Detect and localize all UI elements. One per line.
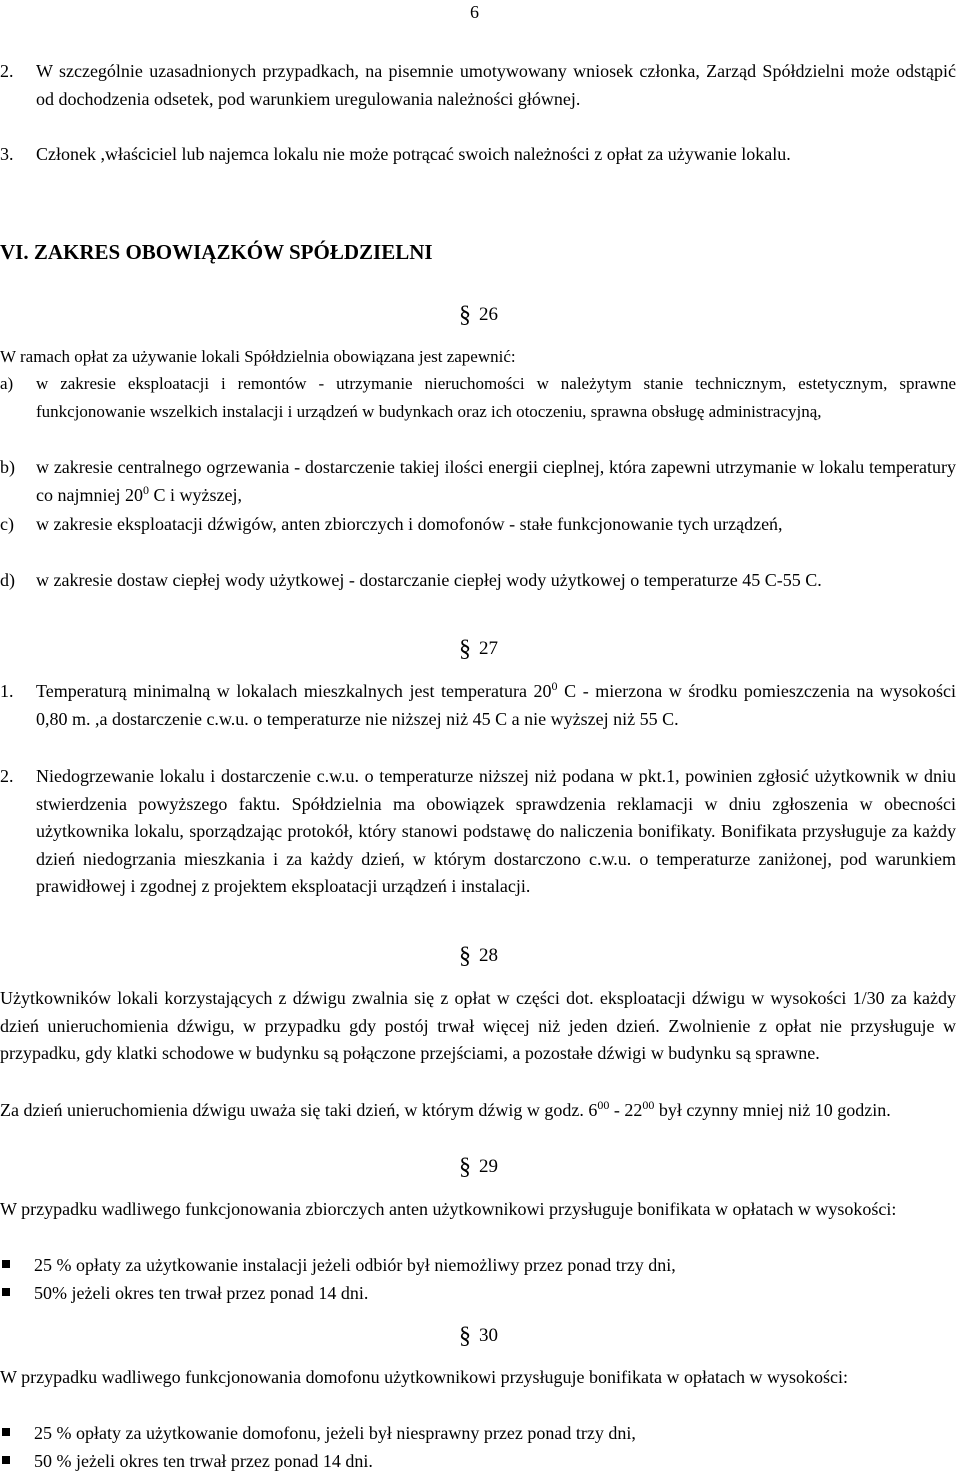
section-30-bullet-2: 50 % jeżeli okres ten trwał przez ponad 14 dni. bbox=[2, 1448, 373, 1475]
section-26-intro: W ramach opłat za używanie lokali Spółdzielnia obowiązana jest zapewnić: bbox=[0, 347, 516, 366]
section-27-label: § 27 bbox=[459, 636, 498, 662]
section-30-intro: W przypadku wadliwego funkcjonowania domofonu użytkownikowi przysługuje bonifikata w opłatach w wysokości: bbox=[0, 1367, 848, 1387]
item-3 bbox=[0, 141, 956, 169]
section-26-item-d: d) w zakresie dostaw ciepłej wody użytkowej - dostarczanie ciepłej wody użytkowej o temperaturze 45 C-55 C. bbox=[0, 567, 956, 595]
section-28-paragraph-2: Za dzień unieruchomienia dźwigu uważa się taki dzień, w którym dźwig w godz. $6^{00} - 22^{00}$ był czynny mniej niż 10 godzin. bbox=[0, 1098, 891, 1120]
item-text: w zakresie centralnego ogrzewania - dostarczenie takiej ilości energii cieplnej, która zapewni utrzymanie w lokalu temperatury co najmniej $20^0$ C i wyższej, bbox=[36, 457, 956, 505]
bullet-square-icon bbox=[2, 1260, 10, 1268]
section-29-label: § 29 bbox=[459, 1154, 498, 1180]
section-27-item-1: 1. Temperaturą minimalną w lokalach mieszkalnych jest temperatura $20^0$ C - mierzona w środku pomieszczenia na wysokości 0,80 m. ,a dostarczenie c.w.u. o temperaturze nie niższej niż 45 C a nie wyższej niż 55 C. bbox=[0, 678, 956, 733]
section-29-bullet-1: 25 % opłaty za użytkowanie instalacji jeżeli odbiór był niemożliwy przez ponad trzy dni, bbox=[2, 1252, 676, 1279]
item-text: W szczególnie uzasadnionych przypadkach, na pisemnie umotywowany wniosek członka, Zarząd Spółdzielni może odstąpić od dochodzenia odsetek, pod warunkiem uregulowania należności głównej. bbox=[36, 61, 956, 109]
section-29-intro: W przypadku wadliwego funkcjonowania zbiorczych anten użytkownikowi przysługuje bonifikata w opłatach w wysokości: bbox=[0, 1199, 897, 1219]
section-30-bullet-1: 25 % opłaty za użytkowanie domofonu, jeżeli był niesprawny przez ponad trzy dni, bbox=[2, 1420, 636, 1447]
section-26-item-a: a) w zakresie eksploatacji i remontów - utrzymanie nieruchomości w należytym stanie technicznym, estetycznym, sprawne funkcjonowanie wszelkich instalacji i urządzeń w budynkach oraz ich otoczeniu, sprawna obsługę administracyjną, bbox=[0, 370, 956, 425]
section-30-label: § 30 bbox=[459, 1323, 498, 1349]
section-28-label: § 28 bbox=[459, 943, 498, 969]
section-26-label: § 26 bbox=[459, 302, 498, 328]
page-number: 6 bbox=[470, 2, 479, 22]
item-number: 2. bbox=[0, 61, 14, 81]
item-text: w zakresie dostaw ciepłej wody użytkowej - dostarczanie ciepłej wody użytkowej o temperaturze 45 C-55 C. bbox=[36, 570, 822, 590]
section-26-item-b: b) w zakresie centralnego ogrzewania - dostarczenie takiej ilości energii cieplnej, która zapewni utrzymanie w lokalu temperatury co najmniej $20^0$ C i wyższej, bbox=[0, 454, 956, 509]
item-2 bbox=[0, 58, 956, 113]
section-29-bullet-2: 50% jeżeli okres ten trwał przez ponad 14 dni. bbox=[2, 1280, 368, 1307]
item-text: w zakresie eksploatacji i remontów - utrzymanie nieruchomości w należytym stanie technicznym, estetycznym, sprawne funkcjonowanie wszelkich instalacji i urządzeń w budynkach oraz ich otoczeniu, sprawna obsługę administracyjną, bbox=[36, 374, 956, 421]
section-28-paragraph-1: Użytkowników lokali korzystających z dźwigu zwalnia się z opłat w części dot. eksploatacji dźwigu w wysokości 1/30 za każdy dzień unieruchomienia dźwigu, w przypadku gdy postój trwał więcej niż jeden dzień. Zwolnienie z opłat nie przysługuje w przypadku, gdy klatki schodowe w budynku są połączone przejściami, a pozostałe dźwigi w budynku są sprawne. bbox=[0, 988, 956, 1063]
item-text: Niedogrzewanie lokalu i dostarczenie c.w.u. o temperaturze niższej niż podana w pkt.1, powinien zgłosić użytkownik w dniu stwierdzenia powyższego faktu. Spółdzielnia ma obowiązek sprawdzenia reklamacji w dniu zgłoszenia w obecności użytkownika lokalu, sporządzając protokół, który stanowi podstawę do naliczenia bonifikaty. Bonifikata przysługuje za każdy dzień niedogrzania mieszkania i za każdy dzień, w którym dostarczono c.w.u. o temperaturze zaniżonej, pod warunkiem prawidłowej i zgodnej z projektem eksploatacji urządzeń i instalacji. bbox=[36, 766, 956, 896]
bullet-square-icon bbox=[2, 1456, 10, 1464]
section-26-item-c: c) w zakresie eksploatacji dźwigów, anten zbiorczych i domofonów - stałe funkcjonowanie tych urządzeń, bbox=[0, 511, 956, 539]
item-text: w zakresie eksploatacji dźwigów, anten zbiorczych i domofonów - stałe funkcjonowanie tych urządzeń, bbox=[36, 514, 783, 534]
item-text: Temperaturą minimalną w lokalach mieszkalnych jest temperatura $20^0$ C - mierzona w środku pomieszczenia na wysokości 0,80 m. ,a dostarczenie c.w.u. o temperaturze nie niższej niż 45 C a nie wyższej niż 55 C. bbox=[36, 679, 956, 729]
section-27-item-2: 2. Niedogrzewanie lokalu i dostarczenie c.w.u. o temperaturze niższej niż podana w pkt.1, powinien zgłosić użytkownik w dniu stwierdzenia powyższego faktu. Spółdzielnia ma obowiązek sprawdzenia reklamacji w dniu zgłoszenia w obecności użytkownika lokalu, sporządzając protokół, który stanowi podstawę do naliczenia bonifikaty. Bonifikata przysługuje za każdy dzień niedogrzania mieszkania i za każdy dzień, w którym dostarczono c.w.u. o temperaturze zaniżonej, pod warunkiem prawidłowej i zgodnej z projektem eksploatacji urządzeń i instalacji. bbox=[0, 763, 956, 901]
bullet-square-icon bbox=[2, 1288, 10, 1296]
chapter-heading: VI. ZAKRES OBOWIĄZKÓW SPÓŁDZIELNI bbox=[0, 240, 433, 264]
item-text: Członek ,właściciel lub najemca lokalu nie może potrącać swoich należności z opłat za używanie lokalu. bbox=[36, 144, 791, 164]
bullet-square-icon bbox=[2, 1428, 10, 1436]
item-number: 3. bbox=[0, 144, 14, 164]
